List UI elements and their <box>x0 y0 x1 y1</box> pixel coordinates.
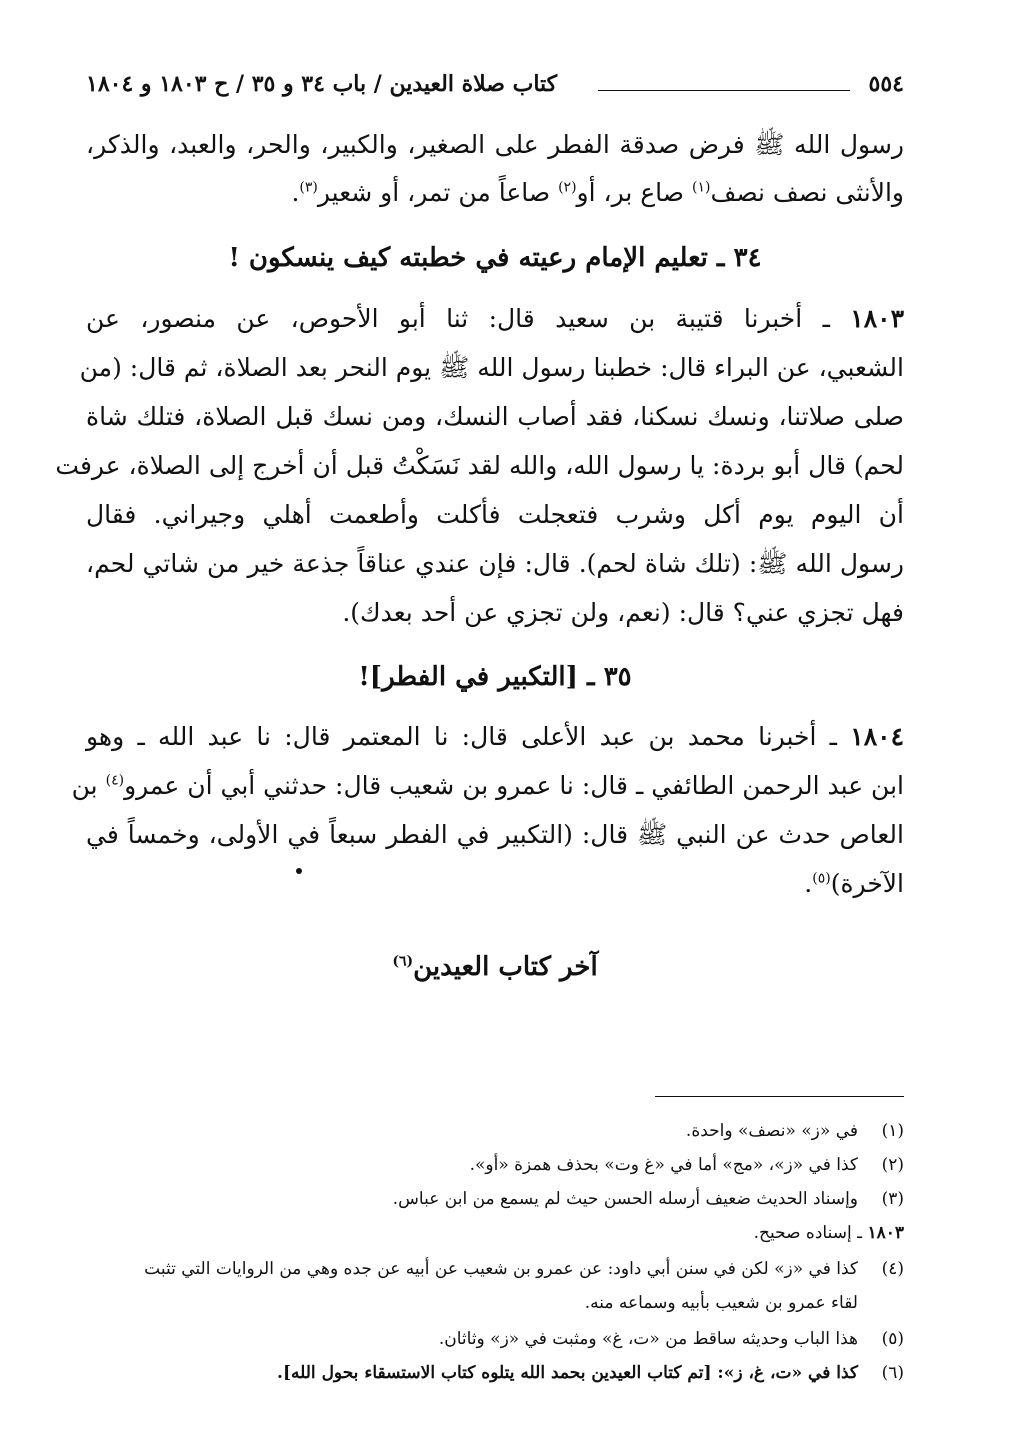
footnote-ref-4[interactable]: (٤) <box>105 772 125 789</box>
page-number: ٥٥٤ <box>868 71 904 97</box>
hadith-1803-line-6: رسول الله ﷺ: (تلك شاة لحم). قال: فإن عندي عناقاً جذعة خير من شاتي لحم، <box>86 549 904 578</box>
hadith-1803-line-4: لحم) قال أبو بردة: يا رسول الله، والله لقد نَسَكْتُ قبل أن أخرج إلى الصلاة، عرفت <box>55 451 904 480</box>
footnote-1: (١)في «ز» «نصف» واحدة. <box>685 1121 904 1141</box>
intro-line-1: رسول الله ﷺ فرض صدقة الفطر على الصغير، والكبير، والحر، والعبد، والذكر، <box>86 130 904 159</box>
running-title: كتاب صلاة العيدين / باب ٣٤ و ٣٥ / ح ١٨٠٣ و ١٨٠٤ <box>86 71 558 97</box>
hadith-1804-line-1: ١٨٠٤ ـ أخبرنا محمد بن عبد الأعلى قال: نا المعتمر قال: نا عبد الله ـ وهو <box>86 722 905 751</box>
book-end-heading: آخر كتاب العيدين$^{(٦)}$ <box>392 952 598 982</box>
hadith-1803-line-5: أن اليوم يوم أكل وشرب فتعجلت فأكلت وأطعمت أهلي وجيراني. فقال <box>86 500 904 529</box>
footnote-ref-3[interactable]: (٣) <box>299 179 318 196</box>
hadith-number: ١٨٠٤ <box>850 722 905 751</box>
footnote-6: (٦)كذا في «ت، غ، ز»: [تم كتاب العيدين بحمد الله يتلوه كتاب الاستسقاء بحول الله]. <box>277 1363 904 1383</box>
chapter-35-heading: ٣٥ ـ [التكبير في الفطر]! <box>358 662 632 692</box>
footnote-3: (٣)وإسناد الحديث ضعيف أرسله الحسن حيث لم يسمع من ابن عباس. <box>392 1189 904 1209</box>
hadith-1804-line-2: ابن عبد الرحمن الطائفي ـ قال: نا عمرو بن شعيب قال: حدثني أبي أن عمرو$^{(٤)}$ بن <box>71 771 904 800</box>
hadith-1804-line-4: الآخرة)$^{(٥)}$. <box>804 869 904 898</box>
footnote-4-continued: لقاء عمرو بن شعيب بأبيه وسماعه منه. <box>584 1293 858 1313</box>
chapter-34-heading: ٣٤ ـ تعليم الإمام رعيته في خطبته كيف ينسكون ! <box>228 243 762 273</box>
running-header <box>86 64 904 104</box>
hadith-1803-line-3: صلى صلاتنا، ونسك نسكنا، فقد أصاب النسك، ومن نسك قبل الصلاة، فتلك شاة <box>86 402 904 431</box>
footnote-ref-5[interactable]: (٥) <box>812 870 831 887</box>
footnote-1803: ١٨٠٣ ـ إسناده صحيح. <box>753 1223 904 1243</box>
footnote-5: (٥)هذا الباب وحديثه ساقط من «ت، غ» ومثبت في «ز» وثاثان. <box>438 1329 904 1349</box>
intro-line-2: والأنثى نصف نصف$^{(١)}$ صاع بر، أو$^{(٢)}$ صاعاً من تمر، أو شعير$^{(٣)}$. <box>291 178 904 207</box>
hadith-1803-line-2: الشعبي، عن البراء قال: خطبنا رسول الله ﷺ يوم النحر بعد الصلاة، ثم قال: (من <box>79 353 904 382</box>
header-rule <box>598 90 850 91</box>
hadith-1804-line-3: العاص حدث عن النبي ﷺ قال: (التكبير في الفطر سبعاً في الأولى، وخمساً في <box>86 820 904 849</box>
footnote-ref-6[interactable]: (٦) <box>392 953 414 970</box>
footnote-rule <box>655 1096 904 1097</box>
footnote-4: (٤)كذا في «ز» لكن في سنن أبي داود: عن عمرو بن شعيب عن أبيه عن جده وهي من الروايات التي تثبت <box>144 1259 904 1279</box>
footnote-ref-2[interactable]: (٢) <box>558 179 577 196</box>
hadith-1803-line-1: ١٨٠٣ ـ أخبرنا قتيبة بن سعيد قال: ثنا أبو الأحوص، عن منصور، عن <box>86 304 904 333</box>
footnote-ref-1[interactable]: (١) <box>691 179 711 196</box>
hadith-number: ١٨٠٣ <box>850 304 904 333</box>
footnote-2: (٢)كذا في «ز»، «مج» أما في «غ وت» بحذف همزة «أو». <box>469 1155 904 1175</box>
hadith-1803-line-7: فهل تجزي عني؟ قال: (نعم، ولن تجزي عن أحد بعدك). <box>342 598 904 627</box>
ink-dot <box>296 868 302 874</box>
